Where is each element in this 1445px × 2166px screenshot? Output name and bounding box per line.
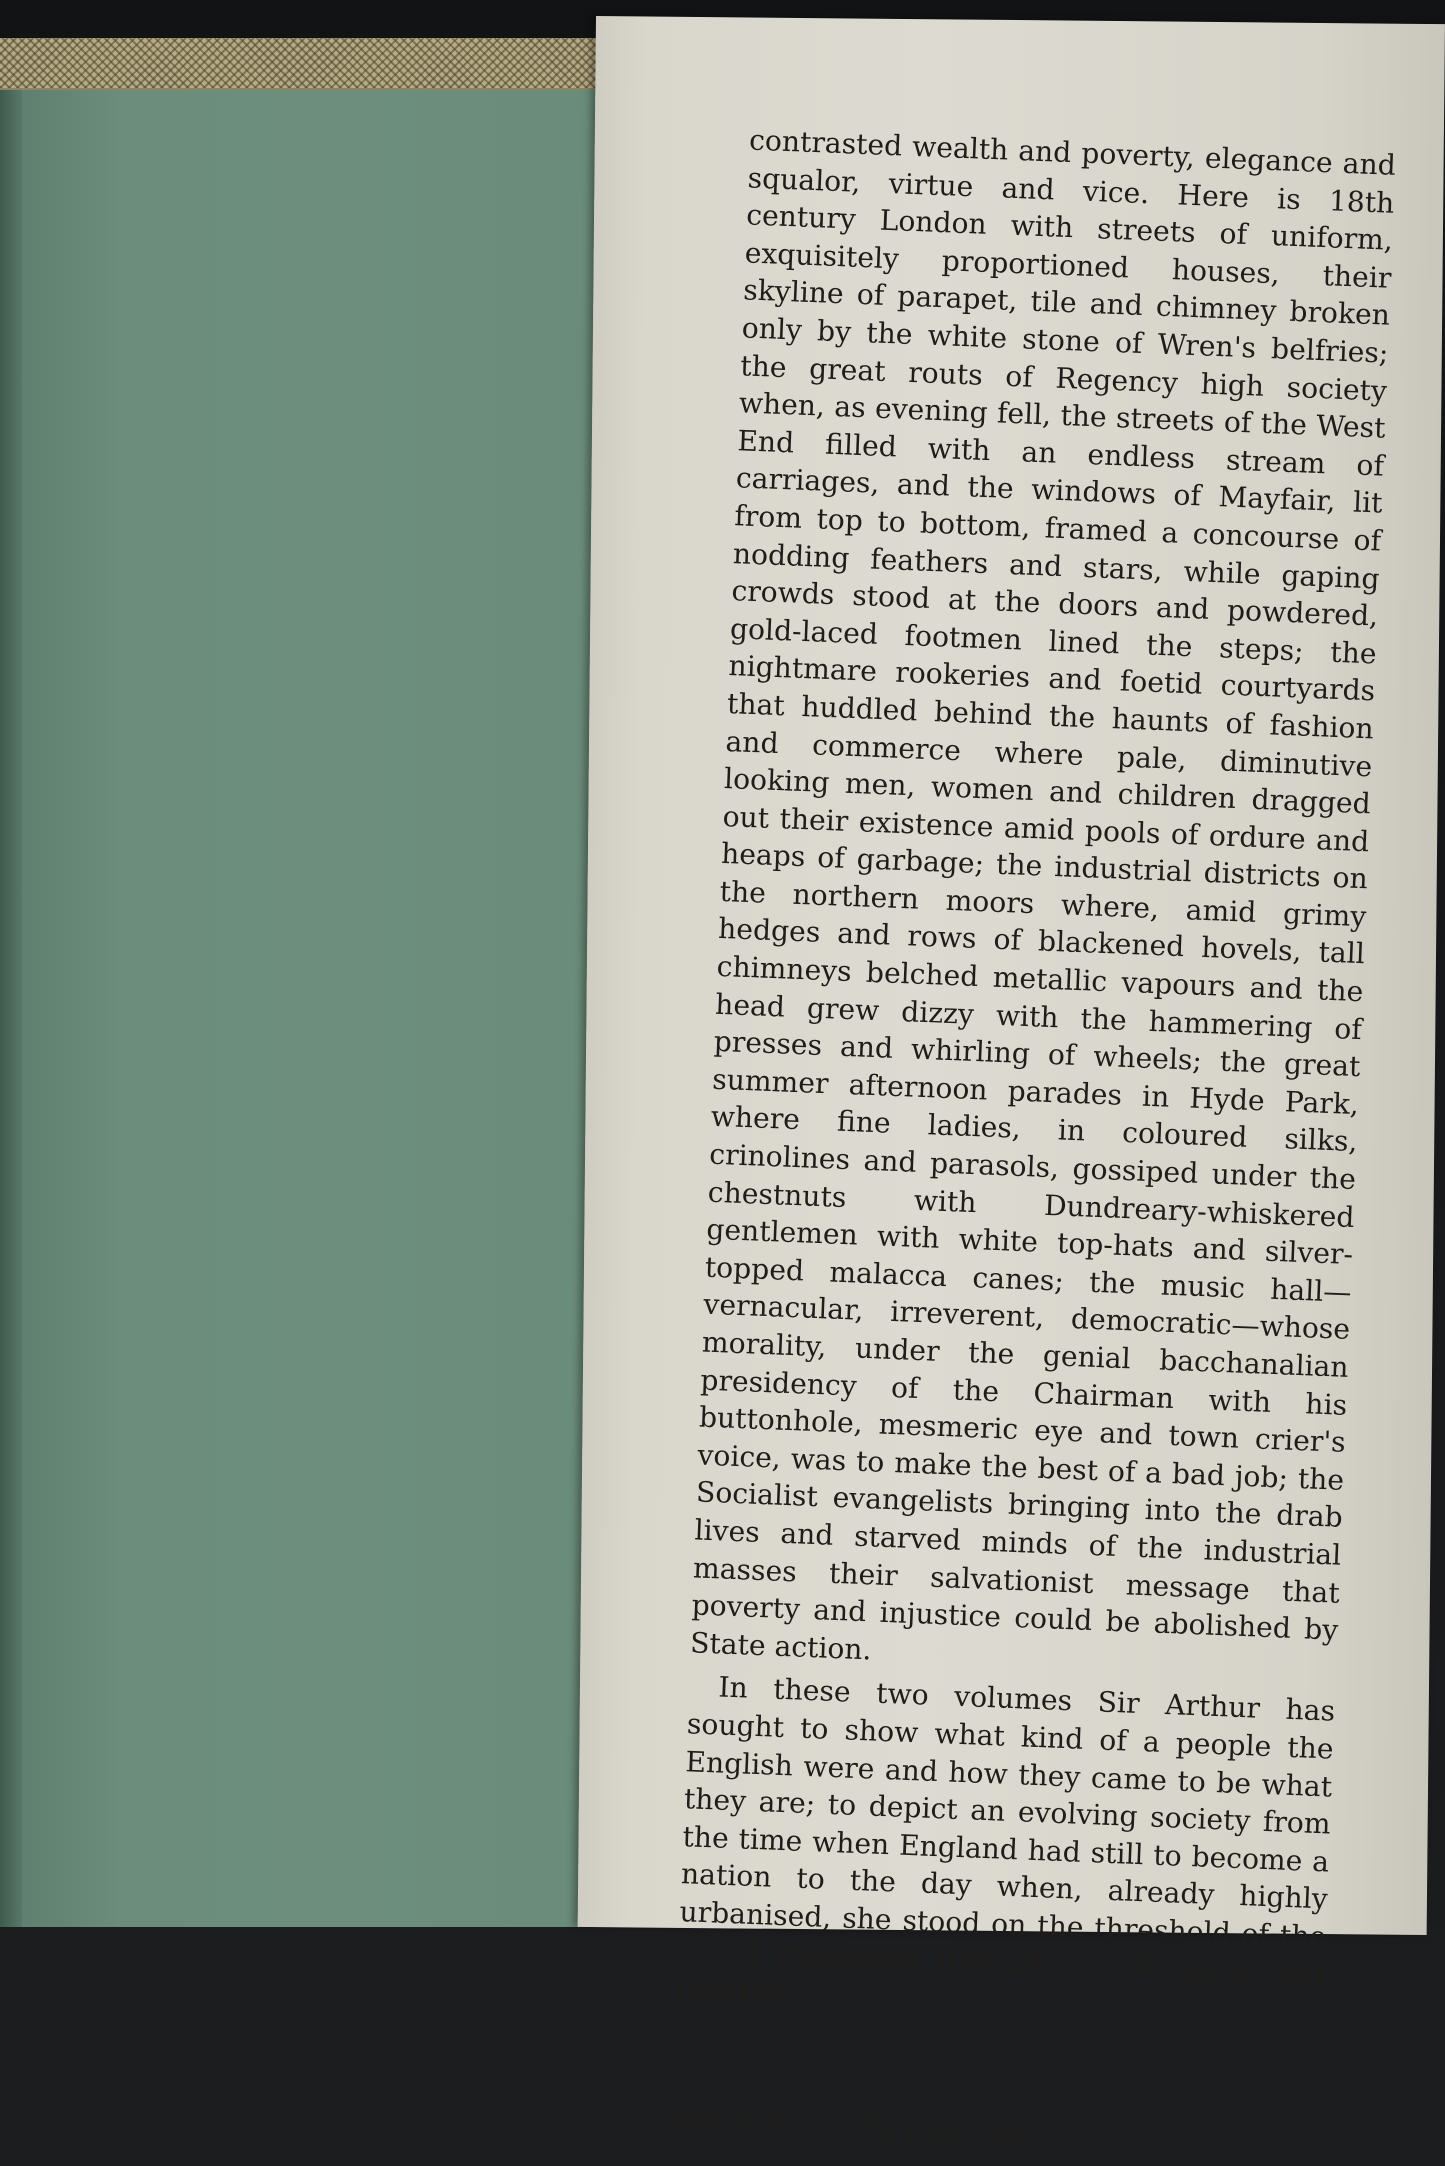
flap-paragraph-1: contrasted wealth and poverty, elegance and squalor, virtue and vice. Here is 18th century London with streets of uniform, exquisitely proportioned houses, their skyline of parapet, tile and chimney broken only by the white stone of Wren's belfries; the great routs of Regency high society when, as evening fell, the streets of the West End filled with an endless stream of carriages, and the windows of Mayfair, lit from top to bottom, framed a concourse of nodding feathers and stars, while gaping crowds stood at the doors and powdered, gold-laced footmen lined the steps; the nightmare rookeries and foetid courtyards that huddled behind the haunts of fashion and commerce where pale, diminutive looking men, women and children dragged out their existence amid pools of ordure and heaps of garbage; the industrial districts on the northern moors where, amid grimy hedges and rows of blackened hovels, tall chimneys belched metallic vapours and the head grew dizzy with the hammering of presses and whirling of wheels; the great summer afternoon parades in Hyde Park, where fine ladies, in coloured silks, crinolines and parasols, gossiped under the chestnuts with Dundreary-whiskered gentlemen with white top-hats and silver-topped malacca canes; the music hall—vernacular, irreverent, democratic—whose morality, under the genial bacchanalian presidency of the Chairman with his buttonhole, mesmeric eye and town crier's voice, was to make the best of a bad job; the Socialist evangelists bringing into the drab lives and starved minds of the industrial masses their salvationist message that poverty and injustice could be abolished by State action. [689, 123, 1397, 1667]
jacket-design-credit: Jacket design by Dell'Orco [670, 2104, 1035, 2150]
flap-text-block [671, 121, 1397, 2164]
book-cover-board [0, 38, 610, 1927]
dust-jacket-flap [578, 16, 1445, 2150]
book-headband [0, 38, 604, 90]
flap-paragraph-2: In these two volumes Sir Arthur has sought to show what kind of a people the English were and how they came to be what they are; to depict an evolving society from the time when England had still to become a nation to the day when, already highly urbanised, she stood on the threshold of the social revolution through which she is still passing. [676, 1670, 1336, 2008]
